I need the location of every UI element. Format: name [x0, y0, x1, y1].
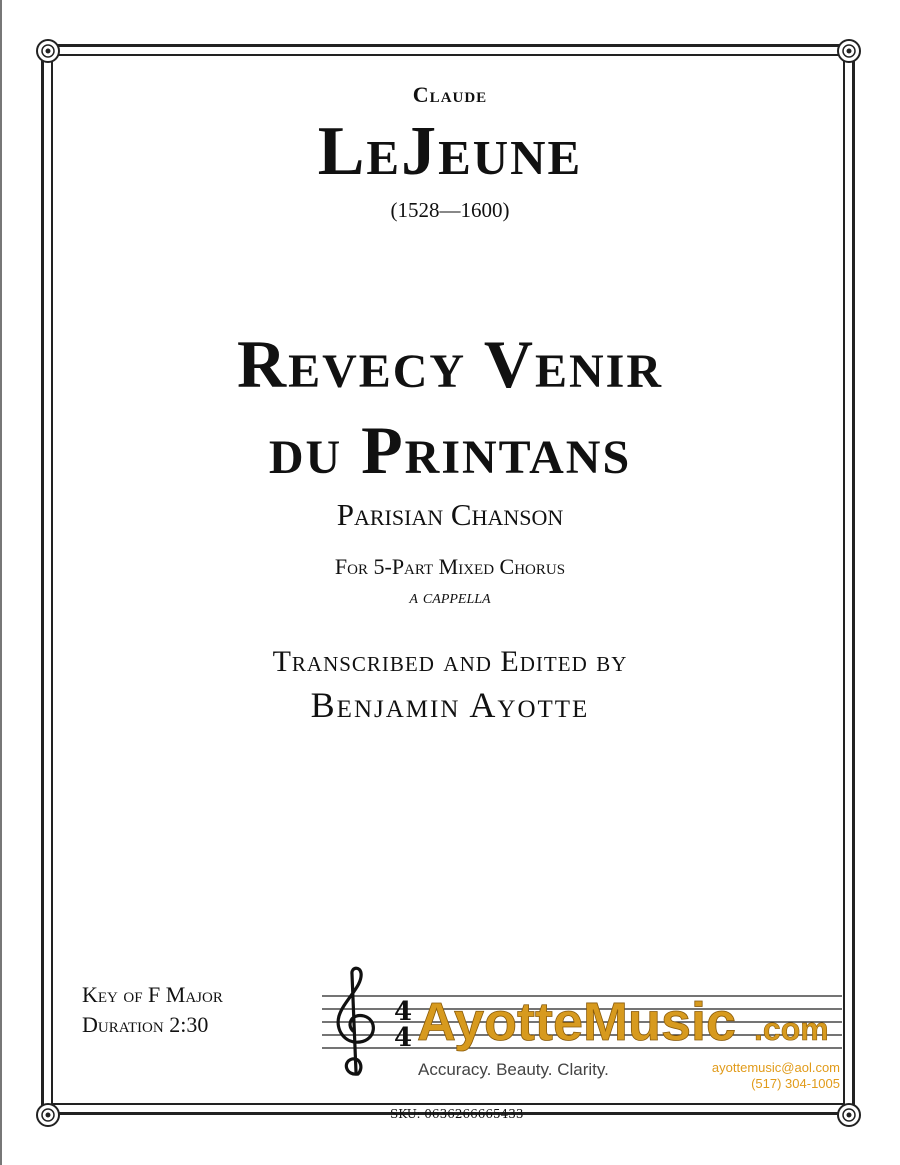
piece-details [82, 980, 223, 1040]
composer-dates: (1528—1600) [390, 198, 510, 222]
composer-last-name: LeJeune [317, 113, 583, 190]
corner-ornament-icon [35, 1102, 61, 1128]
piece-title-line-1: Revecy Venir [236, 326, 664, 402]
piece-subtitle: Parisian Chanson [336, 497, 564, 532]
logo-tagline: Accuracy. Beauty. Clarity. [418, 1060, 609, 1079]
time-signature-bottom: 4 [394, 1023, 413, 1053]
accompaniment-text: a cappella [409, 586, 491, 608]
logo-brand: AyotteMusic [417, 992, 737, 1052]
corner-ornament-icon [35, 38, 61, 64]
contact-info [712, 1060, 840, 1092]
sku-text: SKU: 0636266665433 [390, 1107, 524, 1121]
treble-clef-icon [338, 968, 373, 1074]
piece-title-line-2: du Printans [268, 412, 632, 488]
duration-text: Duration 2:30 [82, 1012, 209, 1037]
corner-ornament-icon [836, 1102, 862, 1128]
voicing-text: For 5-Part Mixed Chorus [334, 554, 566, 579]
editor-name: Benjamin Ayotte [310, 685, 590, 725]
key-text: Key of F Major [82, 982, 223, 1007]
logo-suffix: .com [754, 1011, 829, 1047]
contact-phone: (517) 304-1005 [751, 1076, 840, 1091]
credit-label: Transcribed and Edited by [272, 645, 628, 678]
contact-email: ayottemusic@aol.com [711, 1060, 840, 1075]
time-signature-top: 4 [394, 997, 413, 1027]
corner-ornament-icon [836, 38, 862, 64]
composer-first-name: Claude [412, 82, 488, 107]
